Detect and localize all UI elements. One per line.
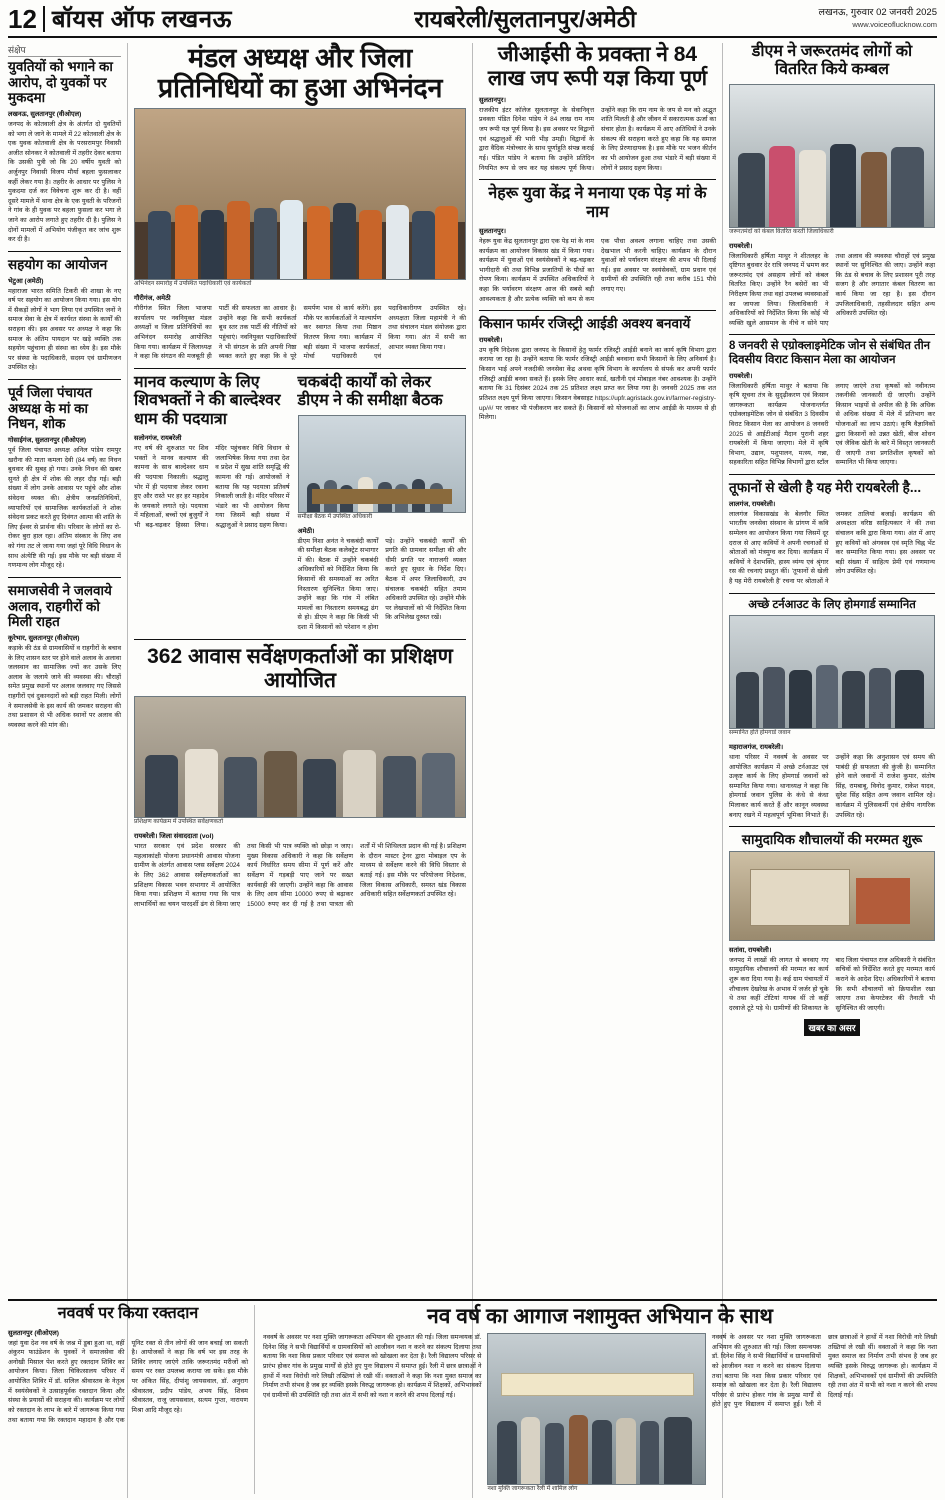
blanket-photo-caption: जरूरतमंदों को कंबल वितरित करतीं जिलाधिकारी: [729, 228, 834, 235]
brief-4-text: कड़ाके की ठंड से ग्रामवासियों व राहगीरों के बचाव के लिए शासन स्तर पर होने वाले अलाव के अलावा जलस्थान का सामाजिक ज्यों कर उसके लिए अलाव के जलाये जाने की व्यवस्था की। चौराहों समेत प्रमुख स्थानों पर अलाव जलवाए गए जिससे राहगीरों एवं दुकानदारों को बड़ी राहत मिली। लोगों ने समाजसेवी के इस कार्य की जमकर सराहना की तथा प्रशासन से भी अधिक स्थानों पर अलाव की व्यवस्था करने की मांग की।: [8, 644, 121, 729]
training-photo-caption: प्रशिक्षण कार्यक्रम में उपस्थित सर्वेक्षणकर्ता: [134, 819, 224, 826]
lead-headline: मंडल अध्यक्ष और जिला प्रतिनिधियों का हुआ अभिनंदन: [157, 43, 443, 104]
brief-1-headline: युवतियों को भगाने का आरोप, दो युवकों पर मुकदमा: [8, 59, 113, 106]
kisan-mela-headline: 8 जनवरी से एग्रोक्लाइमेटिक जोन से संबंधित तीन दिवसीय विराट किसान मेला का आयोजन: [729, 340, 931, 367]
col4-rule-4: [729, 826, 935, 827]
farmer-registry-byline: रायबरेली।: [479, 336, 503, 344]
rally-photo-caption: नशा मुक्ति जागरूकता रैली में शामिल लोग: [487, 1486, 578, 1493]
page-number: 12: [8, 4, 37, 34]
date-line: लखनऊ, गुरुवार 02 जनवरी 2025: [818, 7, 937, 19]
lead-text: गौरीगंज स्थित जिला भाजपा कार्यालय पर नवनियुक्त मंडल अध्यक्षों व जिला प्रतिनिधियों का अभिनंदन समारोह आयोजित किया गया। कार्यक्रम में जिलाध्यक्ष ने कहा कि संगठन की मजबूती ही पार्टी की सफलता का आधार है। उन्होंने कहा कि सभी कार्यकर्ता बूथ स्तर तक पार्टी की नीतियों को पहुंचाएं। नवनियुक्त पदाधिकारियों ने भी संगठन के प्रति अपनी निष्ठा व्यक्त करते हुए कहा कि वे पूरे समर्पण भाव से कार्य करेंगे। इस मौके पर कार्यकर्ताओं ने माल्यार्पण कर स्वागत किया तथा मिष्ठान वितरण किया गया। कार्यक्रम में बड़ी संख्या में भाजपा कार्यकर्ता, मोर्चा पदाधिकारी एवं पदाधिकारीगण उपस्थित रहे। अध्यक्षता जिला महामंत्री ने की तथा संचालन मंडल संयोजक द्वारा किया गया। अंत में सभी का आभार व्यक्त किया गया।: [134, 305, 466, 361]
brief-1-text: जनपद के कोतवाली क्षेत्र के अंतर्गत दो युवतियों को भगा ले जाने के मामले में 22 कोतवाली क्षेत्र के एक युवक कोतवाली क्षेत्र के परसरामपुर निवासी अजीत सोनकर ने कोतवाली में तहरीर देकर बताया कि उसकी पुत्री जो कि 20 वर्षीय युवती को अर्जुनपुर निवासी विजय मौर्या बहला फुसलाकर कहीं लेकर गया है। तहरीर के आधार पर पुलिस ने मुकदमा दर्ज कर विवेचना शुरू कर दी है। वहीं दूसरे मामले में थाना क्षेत्र के एक युवती के परिजनों ने गांव के ही युवक पर बहला फुसला कर भगा ले जाने का आरोप लगाते हुए तहरीर दी है। पुलिस ने दोनों मामलों में अभियोग पंजीकृत कर जांच शुरू कर दी है।: [8, 120, 121, 244]
col2-mid-block: [134, 374, 466, 633]
mid-left-headline: मानव कल्याण के लिए शिवभक्तों ने की बाल्देश्वर धाम की पदयात्रा: [134, 373, 281, 428]
training-text: भारत सरकार एवं प्रदेश सरकार की महत्वाकांक्षी योजना प्रधानमंत्री आवास योजना ग्रामीण के अंतर्गत आवास प्लस सर्वेक्षण 2024 के लिए 362 आवास सर्वेक्षणकर्ताओं का प्रशिक्षण विकास भवन सभागार में आयोजित किया गया। प्रशिक्षण में बताया गया कि पात्र लाभार्थियों का चयन पारदर्शी ढंग से किया जाए तथा किसी भी पात्र व्यक्ति को छोड़ा न जाए। मुख्य विकास अधिकारी ने कहा कि सर्वेक्षण कार्य निर्धारित समय सीमा में पूर्ण करें और सर्वेक्षण में गड़बड़ी पाए जाने पर सख्त कार्यवाही की जाएगी। उन्होंने कहा कि आवास के लिए आय सीमा 10000 रुपए से बढ़ाकर 15000 रुपए कर दी गई है तथा पात्रता की शर्तों में भी शिथिलता प्रदान की गई है। प्रशिक्षण के दौरान मास्टर ट्रेनर द्वारा मोबाइल एप के माध्यम से सर्वेक्षण करने की विधि विस्तार से बताई गई। इस मौके पर परियोजना निदेशक, जिला विकास अधिकारी, समस्त खंड विकास अधिकारी सहित सर्वेक्षणकर्ता उपस्थित रहे।: [134, 843, 466, 908]
toilet-byline: सतांवा, रायबरेली।: [729, 946, 772, 954]
col2-rule-2: [134, 639, 466, 640]
kisan-mela-text: जिलाधिकारी हर्षिता माथुर ने बताया कि कृषि सूचना तंत्र के सुदृढ़ीकरण एवं किसान जागरूकता कार्यक्रम योजनान्तर्गत एग्रोक्लाइमेटिक जोन से संबंधित 3 दिवसीय विराट किसान मेला का आयोजन 8 जनवरी 2025 से आईटीआई मैदान पुरानी शहर रायबरेली में किया जाएगा। मेले में कृषि विभाग, उद्यान, पशुपालन, मत्स्य, गन्ना, सहकारिता सहित विभिन्न विभागों द्वारा स्टॉल लगाए जाएंगे तथा कृषकों को नवीनतम तकनीकी जानकारी दी जाएगी। उन्होंने किसान भाइयों से अपील की है कि अधिक से अधिक संख्या में मेले में प्रतिभाग कर योजनाओं का लाभ उठाएं। कृषि वैज्ञानिकों द्वारा किसानों को उन्नत खेती, बीज शोधन एवं जैविक खेती के बारे में विस्तृत जानकारी दी जाएगी तथा प्रगतिशील कृषकों को सम्मानित भी किया जाएगा।: [729, 382, 935, 467]
blood-donation-story: [8, 1305, 255, 1494]
brief-2-byline: भेटुआ (अमेठी): [8, 277, 44, 285]
kavi-sammelan-byline: लालगंज, रायबरेली।: [729, 500, 776, 508]
farmer-registry-headline: किसान फार्मर रजिस्ट्री आईडी अवश्य बनवायें: [479, 316, 691, 332]
blood-donation-text: जहां युवा देश नव वर्ष के जश्न में डूबा हुआ था, वहीं अंकुरम फाउंडेशन के युवकों ने समाजसेवा की अनोखी मिसाल पेश करते हुए रक्तदान शिविर का आयोजन किया। जिला चिकित्सालय परिसर में आयोजित शिविर में डॉ. सलिल श्रीवास्तव के नेतृत्व में स्वयंसेवकों ने उत्साहपूर्वक रक्तदान किया और संस्था के प्रयासों की सराहना की। कार्यक्रम पर लोगों को रक्तदान के लाभ के बारे में जागरूक किया गया तथा बताया गया कि रक्तदान महादान है और एक यूनिट रक्त से तीन लोगों की जान बचाई जा सकती है। आयोजकों ने कहा कि वर्ष भर इस तरह के शिविर लगाए जाएंगे ताकि जरूरतमंद मरीजों को समय पर रक्त उपलब्ध कराया जा सके। इस मौके पर अंकित सिंह, दीपांशु जायसवाल, डॉ. अनुराग श्रीवास्तव, प्रदीप पांडेय, अभय सिंह, शिवम श्रीवास्तव, राजू जायसवाल, सत्यम गुप्ता, नारायण मिश्रा आदि मौजूद रहे।: [8, 1339, 248, 1424]
nehru-text: नेहरू युवा केंद्र सुलतानपुर द्वारा एक पेड़ मां के नाम कार्यक्रम का आयोजन विकास खंड में किया गया। कार्यक्रम में युवाओं एवं स्वयंसेवकों ने बढ़-चढ़कर भागीदारी की तथा विभिन्न प्रजातियों के पौधों का रोपण किया। कार्यक्रम में उपस्थित अधिकारियों ने कहा कि पर्यावरण संरक्षण आज की सबसे बड़ी आवश्यकता है और प्रत्येक व्यक्ति को कम से कम एक पौधा अवश्य लगाना चाहिए तथा उसकी देखभाल भी करनी चाहिए। कार्यक्रम के दौरान युवाओं को पर्यावरण संरक्षण की शपथ भी दिलाई गई। इस अवसर पर स्वयंसेवकों, ग्राम प्रधान एवं ग्रामीणों की उपस्थिति रही तथा करीब 151 पौधे लगाए गए।: [479, 237, 716, 303]
masthead-divider: [43, 6, 45, 32]
column-lead: [128, 43, 473, 1498]
mid-left-text: नए वर्ष की शुरुआत पर शिव भक्तों ने मानव कल्याण की कामना के साथ बाल्देश्वर धाम की पदयात्रा निकाली। श्रद्धालु भोर में ही पदयात्रा लेकर रवाना हुए और रास्ते भर हर हर महादेव के जयकारे लगाते रहे। पदयात्रा में महिलाओं, बच्चों एवं बुजुर्गों ने भी बढ़-चढ़कर हिस्सा लिया। मंदिर पहुंचकर विधि विधान से जलाभिषेक किया गया तथा देश व प्रदेश में सुख शांति समृद्धि की कामना की गई। आयोजकों ने बताया कि यह पदयात्रा प्रतिवर्ष निकाली जाती है। मंदिर परिसर में भंडारे का भी आयोजन किया गया जिसमें बड़ी संख्या में श्रद्धालुओं ने प्रसाद ग्रहण किया।: [134, 445, 290, 529]
column-four: [723, 43, 935, 1498]
edition-title: रायबरेली/सुलतानपुर/अमेठी: [414, 6, 637, 32]
brief-3-text: पूर्व जिला पंचायत अध्यक्ष अनिल पांडेय रामपुर खरौना की माता कमला देवी (84 वर्ष) का निधन बुधवार की सुबह हो गया। उनके निधन की खबर सुनते ही क्षेत्र में शोक की लहर दौड़ गई। बड़ी संख्या में लोग उनके आवास पर पहुंचे और शोक संवेदना व्यक्त की। क्षेत्रीय जनप्रतिनिधियों, व्यापारियों एवं सामाजिक कार्यकर्ताओं ने शोक संवेदना प्रकट करते हुए दिवंगत आत्मा की शांति के लिए ईश्वर से प्रार्थना की। परिवार के लोगों का रो-रोकर बुरा हाल रहा। अंतिम संस्कार के लिए शव को गंगा तट ले जाया गया जहां पूरे विधि विधान के साथ अंत्येष्टि की गई। इस मौके पर बड़ी संख्या में गणमान्य लोग मौजूद रहे।: [8, 447, 121, 570]
blanket-byline: रायबरेली।: [729, 242, 753, 250]
mid-left-byline: सलोनगंज, रायबरेली: [134, 435, 182, 443]
brief-4-headline: समाजसेवी ने जलवाये अलाव, राहगीरों को मिली राहत: [8, 582, 112, 630]
homeguard-byline: महाराजगंज, रायबरेली।: [729, 743, 784, 751]
gic-headline: जीआईसी के प्रवक्ता ने 84 लाख जप रूपी यज्ञ किया पूर्ण: [487, 43, 708, 90]
rally-photo: [487, 1333, 705, 1485]
mid-right-story: [298, 374, 466, 633]
col4-rule-3: [729, 593, 935, 594]
blanket-headline: डीएम ने जरूरतमंद लोगों को वितरित किये कम्बल: [751, 43, 913, 79]
drug-free-story: [263, 1305, 937, 1494]
brief-4-byline: कूरेभार, सुलतानपुर (वीओएल): [8, 634, 80, 642]
nehru-headline: नेहरू युवा केंद्र ने मनाया एक पेड़ मां के नाम: [488, 185, 707, 221]
brief-rule: [8, 577, 121, 578]
brief-2-headline: सहयोग का आयोजन: [8, 256, 108, 272]
meeting-photo-caption: समीक्षा बैठक में उपस्थित अधिकारी: [297, 513, 373, 520]
gic-byline: सुलतानपुर।: [479, 96, 506, 104]
farmer-registry-text: उप कृषि निदेशक द्वारा जनपद के किसानों हेतु फार्मर रजिस्ट्री आईडी बनाने का कार्य कृषि विभाग द्वारा कराया जा रहा है। उन्होंने बताया कि फार्मर रजिस्ट्री आईडी बनवाना सभी किसानों के लिए अनिवार्य है। किसान भाई अपने नजदीकी जनसेवा केंद्र अथवा कृषि विभाग के कार्यालय से संपर्क कर अपनी फार्मर रजिस्ट्री आईडी बनवा सकते हैं। इसके लिए आधार कार्ड, खतौनी एवं मोबाइल नंबर आवश्यक है। उन्होंने बताया कि 31 दिसंबर 2024 तक 25 प्रतिशत लक्ष्य प्राप्त कर लिया गया है। जनवरी 2025 तक शत प्रतिशत लक्ष्य पूर्ण किया जाएगा। किसान वेबसाइट https://upfr.agristack.gov.in/farmer-registry-up/#/ पर जाकर भी पंजीकरण कर सकते हैं। किसानों को योजनाओं का लाभ आईडी के माध्यम से ही मिलेगा।: [479, 346, 716, 422]
mid-right-headline: चकबंदी कार्यों को लेकर डीएम ने की समीक्षा बैठक: [297, 373, 443, 410]
nehru-byline: सुलतानपुर।: [479, 227, 506, 235]
col2-rule: [134, 368, 466, 369]
brief-1-byline: लखनऊ, सुलतानपुर (वीओएल): [8, 110, 82, 118]
meeting-photo: [298, 415, 466, 513]
toilet-repair-headline: सामुदायिक शौचालयों की मरम्मत शुरू: [741, 832, 923, 848]
blood-donation-headline: नववर्ष पर किया रक्तदान: [57, 1305, 199, 1323]
brief-3-byline: गोसाईगंज, सुलतानपुर (वीओएल): [8, 437, 87, 444]
kisan-mela-byline: रायबरेली।: [729, 372, 753, 380]
column-briefs: [8, 43, 128, 1498]
blanket-photo: [729, 84, 935, 228]
blanket-text: जिलाधिकारी हर्षिता माथुर ने शीतलहर के दृष्टिगत बुधवार देर रात्रि जनपद में भ्रमण कर जरूरतमंद एवं असहाय लोगों को कंबल वितरित किए। उन्होंने रैन बसेरों का भी निरीक्षण किया तथा वहां उपलब्ध व्यवस्थाओं का जायजा लिया। जिलाधिकारी ने अधिकारियों को निर्देशित किया कि कोई भी व्यक्ति खुले आसमान के नीचे न सोने पाए तथा अलाव की व्यवस्था चौराहों एवं प्रमुख स्थानों पर सुनिश्चित की जाए। उन्होंने कहा कि ठंड से बचाव के लिए प्रशासन पूरी तरह सजग है और लगातार कंबल वितरण का कार्य किया जा रहा है। इस दौरान उपजिलाधिकारी, तहसीलदार सहित अन्य अधिकारी उपस्थित रहे।: [729, 252, 935, 327]
training-photo: [134, 696, 466, 818]
drug-free-text-right: नववर्ष के अवसर पर नशा मुक्ति जागरूकता अभियान की शुरुआत की गई। जिला समन्वयक डॉ. दिनेश सिंह ने सभी विद्यार्थियों व ग्रामवासियों को आजीवन नशा न करने का संकल्प दिलाया तथा बताया कि नशा किस प्रकार परिवार एवं समाज को खोखला कर देता है। रैली विद्यालय परिसर से प्रारंभ होकर गांव के प्रमुख मार्गों से होते हुए पुनः विद्यालय में समाप्त हुई। रैली में छात्र छात्राओं ने हाथों में नशा विरोधी नारे लिखी तख्तियां ले रखी थीं। वक्ताओं ने कहा कि नशा मुक्त समाज का निर्माण तभी संभव है जब हर व्यक्ति इसके विरुद्ध जागरूक हो। कार्यक्रम में शिक्षकों, अभिभावकों एवं ग्रामीणों की उपस्थिति रही तथा अंत में सभी को नशा न करने की शपथ दिलाई गई।: [711, 1334, 937, 1409]
toilet-text: जनपद में लाखों की लागत से बनवाए गए सामुदायिक शौचालयों की मरम्मत का कार्य शुरू करा दिया गया है। कई ग्राम पंचायतों में शौचालय देखरेख के अभाव में जर्जर हो चुके थे तथा कहीं टोटियां गायब थीं तो कहीं दरवाजे टूटे पड़े थे। ग्रामीणों की शिकायत के बाद जिला पंचायत राज अधिकारी ने संबंधित सचिवों को निर्देशित करते हुए मरम्मत कार्य कराने के आदेश दिए। अधिकारियों ने बताया कि सभी शौचालयों को क्रियाशील रखा जाएगा तथा केयरटेकर की तैनाती भी सुनिश्चित की जाएगी।: [729, 956, 935, 1012]
gic-text: राजकीय इंटर कॉलेज सुलतानपुर के सेवानिवृत्त प्रवक्ता पंडित दिनेश पांडेय ने 84 लाख राम नाम जप रूपी यज्ञ पूर्ण किया है। इस अवसर पर विद्वानों एवं श्रद्धालुओं की भारी भीड़ उमड़ी। विद्वानों के द्वारा वैदिक मंत्रोच्चार के साथ पूर्णाहुति संपन्न कराई गई। पंडित पांडेय ने बताया कि उन्होंने प्रतिदिन नियमित रूप से जप कर यह संकल्प पूर्ण किया। उन्होंने कहा कि राम नाम के जप से मन को अद्भुत शांति मिलती है और जीवन में सकारात्मक ऊर्जा का संचार होता है। कार्यक्रम में आए अतिथियों ने उनके संकल्प की सराहना करते हुए कहा कि यह समाज के लिए प्रेरणादायक है। इस मौके पर भजन कीर्तन का भी आयोजन हुआ तथा भंडारे में बड़ी संख्या में लोगों ने प्रसाद ग्रहण किया।: [479, 106, 716, 172]
col4-rule: [729, 334, 935, 335]
col3-rule: [479, 179, 716, 180]
brief-rule: [8, 251, 121, 252]
toilet-photo: [729, 851, 935, 941]
column-three: [473, 43, 723, 1498]
lead-photo-caption: अभिनंदन समारोह में उपस्थित पदाधिकारी एवं कार्यकर्ता: [134, 281, 252, 288]
lead-photo: [134, 108, 466, 280]
col3-rule-2: [479, 310, 716, 311]
website-url[interactable]: www.voiceoflucknow.com: [852, 19, 937, 29]
training-headline: 362 आवास सर्वेक्षणकर्ताओं का प्रशिक्षण आयोजित: [147, 644, 453, 692]
homeguard-headline: अच्छे टर्नआउट के लिए होमगार्ड सम्मानित: [748, 598, 916, 611]
section-label: संक्षेप: [8, 43, 121, 57]
mid-right-byline: अमेठी।: [297, 527, 315, 535]
col4-rule-2: [729, 474, 935, 475]
brief-2-text: महाराजा भारत समिति टिकरी की शाखा के नए वर्ष पर सहयोग का आयोजन किया गया। इस योग में सैकड़ों लोगों ने भाग लिया एवं उपस्थित जनों ने समाज सेवा के क्षेत्र में कार्यरत संस्था के कार्यों की सराहना की। इस अवसर पर अध्यक्ष ने कहा कि समाज के अंतिम पायदान पर खड़े व्यक्ति तक सहयोग पहुंचाना ही संस्था का ध्येय है। इस मौके पर संस्था के पदाधिकारी, सदस्य एवं ग्रामीणजन उपस्थित रहे।: [8, 287, 121, 372]
bottom-strip: [8, 1299, 937, 1494]
homeguard-photo: [729, 615, 935, 729]
kavi-sammelan-headline: तूफानों से खेली है यह मेरी रायबरेली है...: [729, 480, 922, 496]
training-byline: रायबरेली। जिला संवाददाता (vol): [134, 833, 214, 841]
brief-3-headline: पूर्व जिला पंचायत अध्यक्ष के मां का निधन, शोक: [8, 385, 93, 432]
mid-right-text: डीएम निशा अनंत ने चकबंदी कार्यों की समीक्षा बैठक कलेक्ट्रेट सभागार में की। बैठक में उन्होंने चकबंदी अधिकारियों को निर्देशित किया कि किसानों की समस्याओं का त्वरित निस्तारण सुनिश्चित किया जाए। उन्होंने कहा कि गांव में लंबित मामलों का निस्तारण समयबद्ध ढंग से हो। डीएम ने कहा कि किसी भी दशा में किसानों को परेशान न होना पड़े। उन्होंने चकबंदी कार्यों की प्रगति की ग्रामवार समीक्षा की और धीमी प्रगति पर नाराजगी व्यक्त करते हुए सुधार के निर्देश दिए। बैठक में अपर जिलाधिकारी, उप संचालक चकबंदी सहित तमाम अधिकारी उपस्थित रहे। उन्होंने मौके पर लेखपालों को भी निर्देशित किया कि अभिलेख दुरुस्त रखें।: [297, 537, 466, 631]
masthead-meta: [819, 7, 937, 32]
khabar-ka-asar-badge: खबर का असर: [804, 1019, 859, 1036]
blood-donation-byline: सुलतानपुर (वीओएल): [8, 1329, 59, 1337]
homeguard-text: थाना परिसर में नववर्ष के अवसर पर आयोजित कार्यक्रम में अच्छे टर्नआउट एवं उत्कृष्ट कार्य के लिए होमगार्ड जवानों को सम्मानित किया गया। थानाध्यक्ष ने कहा कि होमगार्ड जवान पुलिस के कंधे से कंधा मिलाकर कार्य करते हैं और कानून व्यवस्था बनाए रखने में महत्वपूर्ण भूमिका निभाते हैं। उन्होंने कहा कि अनुशासन एवं समय की पाबंदी ही सफलता की कुंजी है। सम्मानित होने वाले जवानों में राजेश कुमार, संतोष सिंह, रामबाबू, विनोद कुमार, राकेश यादव, सुरेश सिंह सहित अन्य जवान शामिल रहे। कार्यक्रम में पुलिसकर्मी एवं क्षेत्रीय नागरिक उपस्थित रहे।: [729, 753, 935, 819]
drug-free-headline: नव वर्ष का आगाज नशामुक्त अभियान के साथ: [427, 1305, 773, 1329]
page-columns: [8, 43, 937, 1498]
mid-left-story: [134, 374, 290, 633]
homeguard-photo-caption: सम्मानित होते होमगार्ड जवान: [729, 730, 791, 737]
paper-name: बॉयस ऑफ लखनऊ: [51, 6, 232, 33]
lead-byline: गौरीगंज, अमेठी: [134, 295, 171, 303]
drug-free-text-left: नववर्ष के अवसर पर नशा मुक्ति जागरूकता अभियान की शुरुआत की गई। जिला समन्वयक डॉ. दिनेश सिंह ने सभी विद्यार्थियों व ग्रामवासियों को आजीवन नशा न करने का संकल्प दिलाया तथा बताया कि नशा किस प्रकार परिवार एवं समाज को खोखला कर देता है। रैली विद्यालय परिसर से प्रारंभ होकर गांव के प्रमुख मार्गों से होते हुए पुनः विद्यालय में समाप्त हुई। रैली में छात्र छात्राओं ने हाथों में नशा विरोधी नारे लिखी तख्तियां ले रखी थीं। वक्ताओं ने कहा कि नशा मुक्त समाज का निर्माण तभी संभव है जब हर व्यक्ति इसके विरुद्ध जागरूक हो। कार्यक्रम में शिक्षकों, अभिभावकों एवं ग्रामीणों की उपस्थिति रही तथा अंत में सभी को नशा न करने की शपथ दिलाई गई।: [263, 1334, 482, 1399]
kavi-sammelan-text: लालगंज विकासखंड के बेलगौर स्थित भारतीय जनसेवा संस्थान के प्रांगण में कवि सम्मेलन का आयोजन किया गया जिसमें दूर दराज से आए कवियों ने अपनी रचनाओं से श्रोताओं को मंत्रमुग्ध कर दिया। कार्यक्रम में कवियों ने देशभक्ति, हास्य व्यंग्य एवं श्रृंगार रस की रचनाएं प्रस्तुत कीं। 'तूफानों से खेली है यह मेरी रायबरेली है' रचना पर श्रोताओं ने जमकर तालियां बजाईं। कार्यक्रम की अध्यक्षता वरिष्ठ साहित्यकार ने की तथा संचालन कवि द्वारा किया गया। अंत में आए हुए कवियों को अंगवस्त्र एवं स्मृति चिह्न भेंट कर सम्मानित किया गया। इस अवसर पर बड़ी संख्या में साहित्य प्रेमी एवं गणमान्य लोग उपस्थित रहे।: [729, 510, 935, 585]
brief-rule: [8, 379, 121, 380]
masthead: [8, 6, 937, 38]
